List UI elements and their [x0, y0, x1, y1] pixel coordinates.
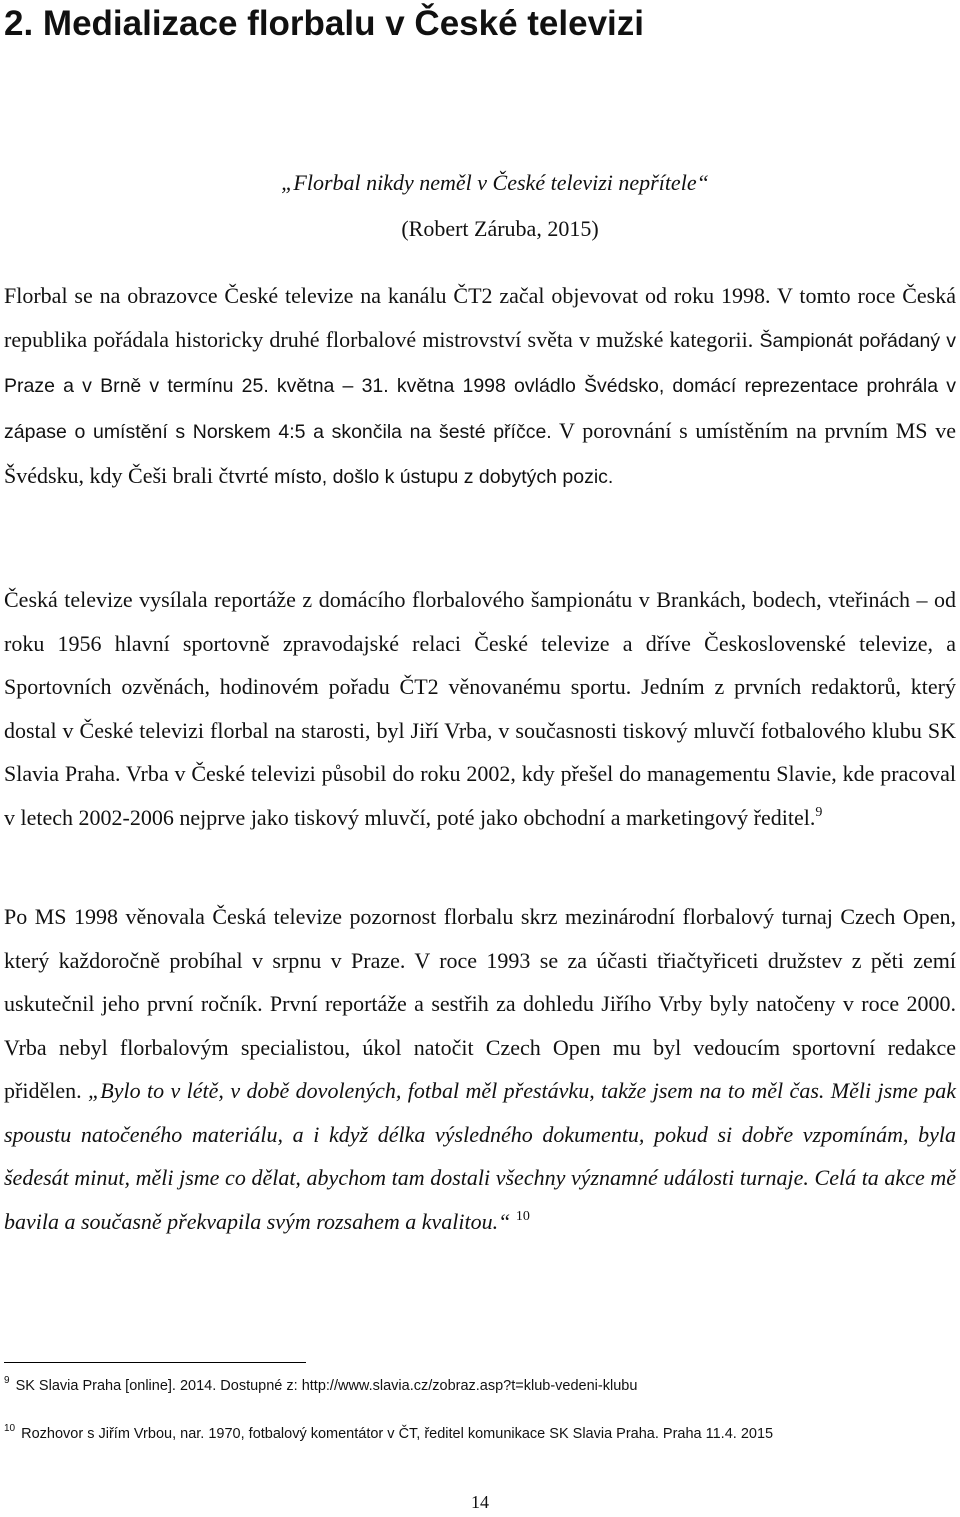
footnote-9-number: 9 — [4, 1375, 10, 1386]
interview-quote: „Bylo to v létě, v době dovolených, fotbal měl přestávku, takže jsem na to měl čas. Měli jsme pak spoustu natočeného materiálu, a i když délka výsledného dokumentu, pokud si dobře vzpomínám, byla šedesát minut, měli jsme co dělat, abychom tam dostali všechny významné události turnaje. Celá ta akce mě bavila a současně překvapila svým rozsahem a kvalitou.“ — [4, 1078, 957, 1234]
motto-source: (Robert Záruba, 2015) — [401, 216, 599, 241]
footnote-10-text: Rozhovor s Jiřím Vrbou, nar. 1970, fotbalový komentátor v ČT, ředitel komunikace SK Slavia Praha. Praha 11.4. 2015 — [21, 1426, 774, 1442]
page-number: 14 — [471, 1492, 489, 1512]
paragraph-2-text: Česká televize vysílala reportáže z domácího florbalového šampionátu v Brankách, bodech, vteřinách – od roku 1956 hlavní sportovně zpravodajské relaci České televize a dříve Československé televize, a Sportovních ozvěnách, hodinovém pořadu ČT2 věnovanému sportu. Jedním z prvních redaktorů, který dostal v České televizi florbal na starosti, byl Jiří Vrba, v současnosti tiskový mluvčí fotbalového klubu SK Slavia Praha. Vrba v České televizi působil do roku 2002, kdy přešel do managementu Slavie, kde pracoval v letech 2002-2006 nejprve jako tiskový mluvčí, poté jako obchodní a marketingový ředitel. — [4, 587, 956, 830]
footnote-ref-10[interactable]: 10 — [515, 1208, 530, 1224]
footnote-10-number: 10 — [4, 1423, 16, 1434]
paragraph-3-text: Po MS 1998 věnovala Česká televize pozornost florbalu skrz mezinárodní florbalový turnaj Czech Open, který každoročně probíhal v srpnu v Praze. V roce 1993 se za účasti třiačtyřiceti družstev z pěti zemí uskutečnil jeho první ročník. První reportáže a sestřih za dohledu Jiřího Vrby byly natočeny v roce 2000. Vrba nebyl florbalovým specialistou, úkol natočit Czech Open mu byl vedoucím sportovní redakce přidělen. — [4, 904, 956, 1103]
paragraph-1 — [4, 274, 956, 500]
footnote-10 — [4, 1424, 956, 1444]
chapter-heading: 2. Medializace florbalu v České televizi — [4, 4, 644, 43]
footnote-separator — [4, 1362, 306, 1363]
paragraph-3 — [4, 895, 956, 1243]
motto-quote: „Florbal nikdy neměl v České televizi nepřítele“ — [281, 170, 709, 195]
footnote-9 — [4, 1376, 956, 1396]
paragraph-2 — [4, 578, 956, 839]
paragraph-1-part-2: Šampionát pořádaný v Praze a v Brně v termínu 25. května – 31. května 1998 ovládlo Švédsko, domácí reprezentace prohrála v zápase o umístění s Norskem 4:5 a skončila na šesté příčce. — [4, 329, 957, 443]
paragraph-1-part-1: Florbal se na obrazovce České televize na kanálu ČT2 začal objevovat od roku 1998. V tomto roce Česká republika pořádala historicky druhé florbalové mistrovství světa v mužské kategorii. — [4, 283, 956, 352]
footnote-ref-9[interactable]: 9 — [815, 804, 823, 820]
paragraph-1-part-3: V porovnání s umístěním na prvním MS ve Švédsku, kdy Češi brali čtvrté — [4, 417, 956, 488]
footnote-9-text: SK Slavia Praha [online]. 2014. Dostupné z: http://www.slavia.cz/zobraz.asp?t=klub-vedeni-klubu — [15, 1378, 638, 1394]
paragraph-1-part-4: místo, došlo k ústupu z dobytých pozic. — [274, 466, 614, 488]
